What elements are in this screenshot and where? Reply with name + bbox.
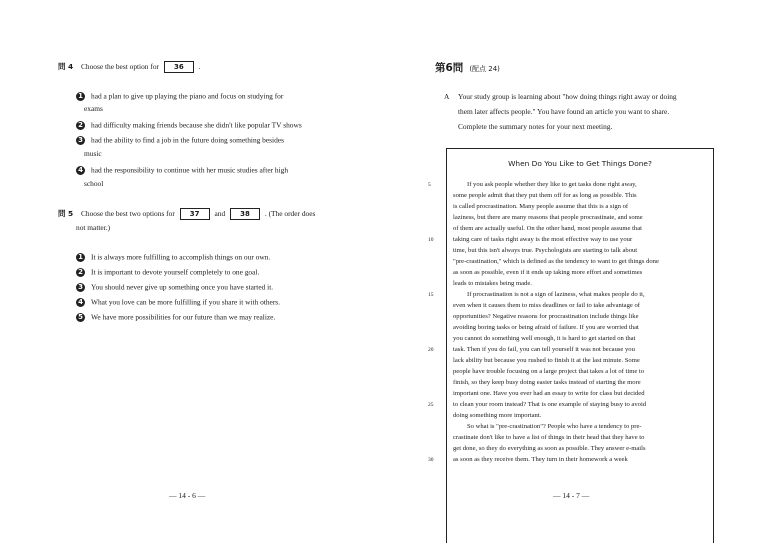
option-number-icon: 2 [76, 121, 85, 130]
intro-line: Your study group is learning about "how doing things right away or doing [458, 92, 677, 101]
part-label: A [444, 92, 450, 101]
option-number-icon: 1 [76, 92, 85, 101]
q4-option-4-cont: school [84, 179, 104, 188]
article-line: taking care of tasks right away is the most effective way to use your [453, 236, 633, 243]
left-page [0, 0, 384, 542]
prompt-tail: . (The order does [264, 209, 316, 218]
article-line: you cannot do something well enough, it is hard to get started on that [453, 335, 636, 342]
article-line: leads to mistakes being made. [453, 280, 532, 287]
q4-option-1-cont: exams [84, 104, 103, 113]
option-text: had the responsibility to continue with her music studies after high [91, 165, 289, 175]
article-line: of them are actually useful. On the other hand, most people assume that [453, 225, 642, 232]
article-line: finish, so they keep busy doing easier tasks instead of starting the more [453, 379, 641, 386]
article-line: crastinate don't like to have a list of things in their head that they have to [453, 434, 645, 441]
article-line: "pre-crastination," which is defined as the tendency to want to get things done [453, 258, 659, 265]
article-line: time, but this isn't always true. Psychologists are starting to talk about [453, 247, 638, 254]
line-number: 25 [428, 402, 434, 408]
article-line: people have trouble focusing on a large project that takes a lot of time to [453, 368, 645, 375]
line-number: 10 [428, 237, 434, 243]
section-points: (配点 24) [469, 65, 500, 73]
article-line: laziness, but there are many reasons that people procrastinate, and some [453, 214, 643, 221]
option-text: What you love can be more fulfilling if you share it with others. [91, 297, 281, 307]
page-number-left: — 14 - 6 — [169, 491, 206, 500]
question-prompt: Choose the best option for [80, 62, 159, 71]
q5-option-5[interactable] [76, 311, 275, 323]
line-number: 15 [428, 292, 434, 298]
article-line: If you ask people whether they like to get tasks done right away, [467, 181, 637, 188]
prompt-end: . [198, 62, 201, 71]
article-line: even when it causes them to miss deadlines or fail to take advantage of [453, 302, 640, 309]
question-5-header-cont: not matter.) [76, 223, 111, 232]
option-number-icon: 2 [76, 268, 85, 277]
page-number-right: — 14 - 7 — [553, 491, 590, 500]
option-text: You should never give up something once you have started it. [91, 282, 274, 292]
article-title: When Do You Like to Get Things Done? [508, 159, 652, 168]
right-page [384, 0, 768, 542]
intro-paragraph [444, 89, 714, 134]
q4-option-1[interactable] [76, 90, 283, 102]
option-number-icon: 3 [76, 136, 85, 145]
option-number-icon: 5 [76, 313, 85, 322]
option-text: had difficulty making friends because she didn't like popular TV shows [91, 120, 302, 130]
article-line: important one. Have you ever had an essay to write for class but decided [453, 390, 645, 397]
option-text: It is always more fulfilling to accomplish things on our own. [91, 252, 271, 262]
option-number-icon: 1 [76, 253, 85, 262]
article-line: doing something more important. [453, 412, 542, 419]
option-text: had the ability to find a job in the future doing something besides [91, 135, 284, 145]
option-text: It is important to devote yourself completely to one goal. [91, 267, 260, 277]
q4-option-4[interactable] [76, 164, 288, 176]
q5-option-1[interactable] [76, 251, 270, 263]
q5-option-4[interactable] [76, 296, 280, 308]
question-number: 問 5 [58, 209, 74, 218]
q4-option-3[interactable] [76, 134, 284, 146]
section-title [435, 60, 500, 75]
section-number: 第6問 [435, 62, 464, 74]
q4-option-3-cont: music [84, 149, 102, 158]
option-number-icon: 3 [76, 283, 85, 292]
intro-line: them later affects people." You have found an article you want to share. [458, 107, 670, 116]
article-line: task. Then if you do fail, you can tell yourself it was not because you [453, 346, 635, 353]
article-line: opportunities? Negative reasons for procrastination include things like [453, 313, 639, 320]
option-number-icon: 4 [76, 166, 85, 175]
article-line: get done, so they do everything as soon as possible. They answer e-mails [453, 445, 646, 452]
question-prompt: Choose the best two options for [80, 209, 175, 218]
option-text: We have more possibilities for our future than we may realize. [91, 312, 276, 322]
and-word: and [214, 209, 226, 218]
answer-box-38[interactable]: 38 [230, 208, 260, 220]
line-number: 30 [428, 457, 434, 463]
article-line: some people admit that they put them off for as long as possible. This [453, 192, 637, 199]
article-box [446, 148, 714, 543]
article-line: is called procrastination. Many people assume that this is a sign of [453, 203, 629, 210]
article-line: avoiding boring tasks or being afraid of failure. If you are worried that [453, 324, 639, 331]
article-line: as soon as possible, even if it ends up taking more effort and sometimes [453, 269, 643, 276]
line-number: 5 [428, 182, 431, 188]
article-line: lack ability but because you rushed to finish it at the last minute. Some [453, 357, 640, 364]
question-5-header [58, 208, 315, 220]
q5-option-3[interactable] [76, 281, 273, 293]
q4-option-2[interactable] [76, 119, 302, 131]
intro-line: Complete the summary notes for your next meeting. [458, 122, 613, 131]
q5-option-2[interactable] [76, 266, 259, 278]
article-line: to clean your room instead? That is one example of staying busy to avoid [453, 401, 647, 408]
option-text: had a plan to give up playing the piano and focus on studying for [91, 91, 284, 101]
line-number: 20 [428, 347, 434, 353]
question-number: 問 4 [58, 62, 74, 71]
option-number-icon: 4 [76, 298, 85, 307]
article-line: So what is "pre-crastination"? People who have a tendency to pre- [467, 423, 642, 430]
answer-box-36[interactable]: 36 [164, 61, 194, 73]
article-line: as soon as they receive them. They turn in their homework a week [453, 456, 628, 463]
question-4-header [58, 61, 201, 73]
article-line: If procrastination is not a sign of laziness, what makes people do it, [467, 291, 645, 298]
answer-box-37[interactable]: 37 [180, 208, 210, 220]
